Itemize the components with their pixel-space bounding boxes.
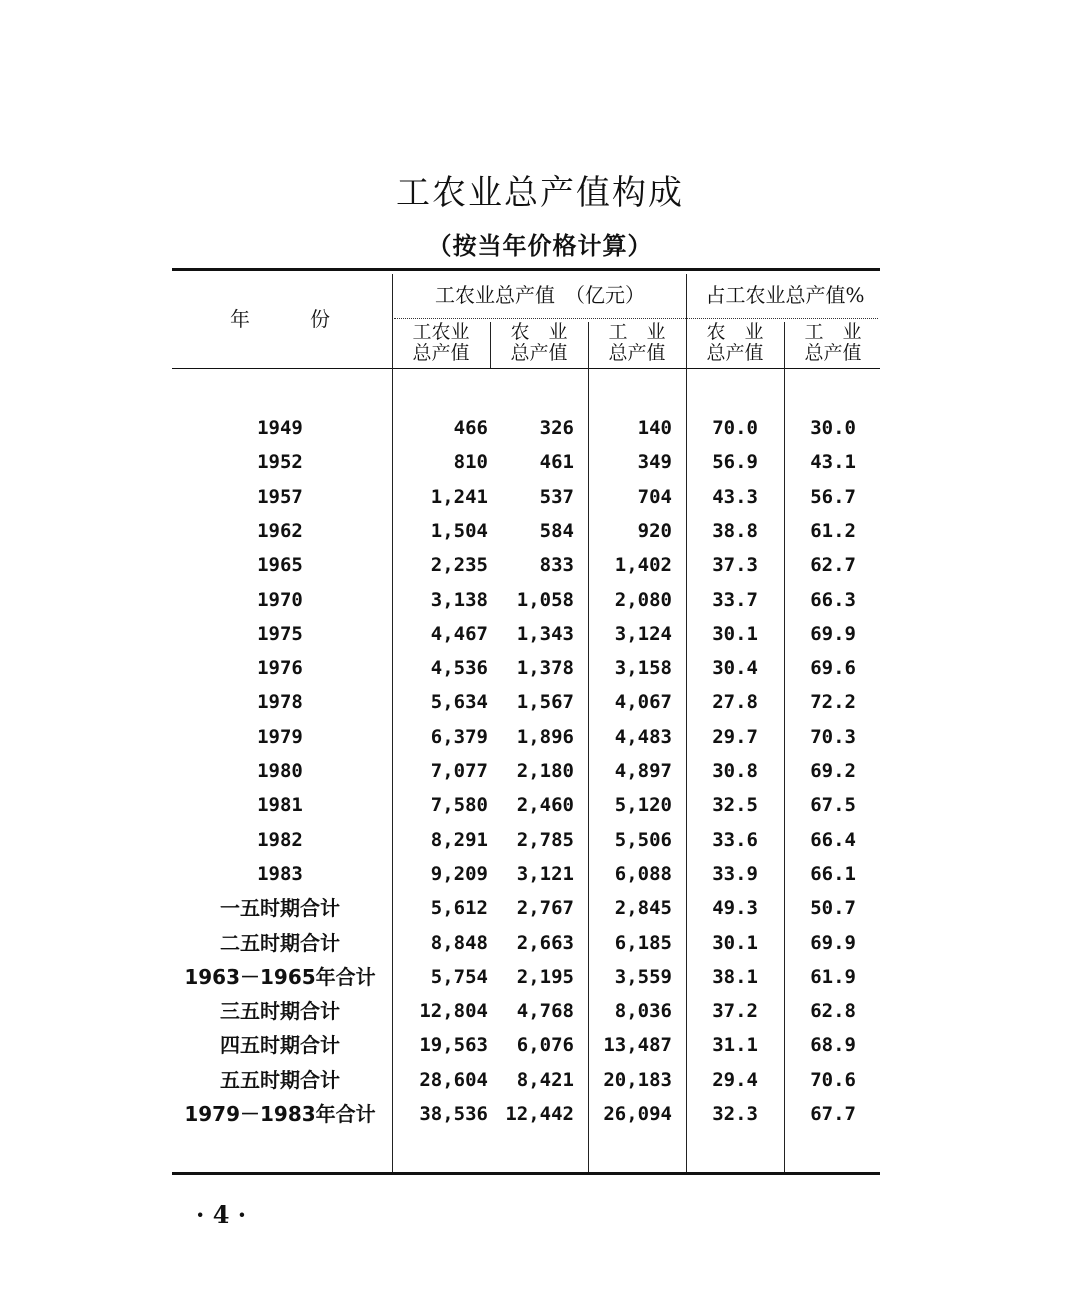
table-row: [172, 1028, 880, 1062]
table-row: [172, 480, 880, 514]
table-row: [172, 1063, 880, 1097]
cell-agri-value: 2,180: [516, 760, 574, 782]
row-label: 1979: [257, 725, 303, 748]
cell-ind-value: 5,120: [614, 794, 672, 817]
row-label: 1957: [257, 485, 303, 508]
header-agri-percent: 农 业 总产值: [706, 321, 764, 364]
cell-ind-value: 4,897: [614, 760, 672, 782]
table-row: [172, 445, 880, 479]
cell-agri-percent: 70.0: [712, 417, 758, 439]
cell-agri-percent: 29.7: [712, 725, 758, 748]
cell-total-value: 7,077: [430, 760, 488, 782]
cell-agri-percent: 37.3: [712, 554, 758, 577]
cell-ind-percent: 56.7: [810, 485, 856, 508]
cell-ind-percent: 50.7: [810, 897, 856, 920]
cell-ind-percent: 66.1: [810, 862, 856, 885]
cell-total-value: 1,504: [430, 519, 488, 542]
row-label: 三五时期合计: [220, 999, 340, 1024]
row-label: 一五时期合计: [220, 896, 340, 921]
row-label: 1963－1965年合计: [184, 964, 376, 989]
cell-agri-value: 1,343: [516, 622, 574, 645]
cell-total-value: 7,580: [430, 794, 488, 817]
cell-agri-percent: 31.1: [712, 1034, 758, 1057]
cell-agri-percent: 56.9: [712, 451, 758, 474]
cell-agri-percent: 27.8: [712, 691, 758, 714]
table-row: [172, 583, 880, 617]
cell-total-value: 8,848: [430, 931, 488, 954]
cell-total-value: 6,379: [430, 725, 488, 748]
cell-total-value: 4,467: [430, 622, 488, 645]
table-row: [172, 960, 880, 994]
cell-agri-value: 1,896: [516, 725, 574, 748]
cell-agri-percent: 30.1: [712, 931, 758, 954]
cell-agri-value: 833: [539, 554, 574, 577]
row-label: 1976: [257, 657, 303, 680]
header-agri-value: 农 业 总产值: [510, 321, 568, 364]
table-row: [172, 548, 880, 582]
table-row: [172, 994, 880, 1028]
cell-ind-percent: 72.2: [810, 691, 856, 714]
cell-total-value: 28,604: [419, 1068, 488, 1091]
cell-ind-value: 3,158: [614, 657, 672, 680]
cell-agri-value: 1,058: [516, 588, 574, 611]
header-group-value: 工农业总产值 （亿元）: [435, 283, 645, 307]
row-label: 1979－1983年合计: [184, 1102, 376, 1126]
table-header-rule: [172, 368, 880, 369]
row-label: 1981: [257, 794, 303, 817]
table-row: [172, 685, 880, 719]
cell-ind-value: 2,080: [614, 588, 672, 611]
table-bottom-rule: [172, 1172, 880, 1175]
table-row: [172, 411, 880, 445]
column-divider: [490, 322, 491, 368]
table-row: [172, 617, 880, 651]
cell-total-value: 1,241: [430, 485, 488, 508]
cell-ind-value: 3,124: [614, 622, 672, 645]
cell-agri-value: 1,567: [516, 691, 574, 714]
cell-ind-percent: 62.8: [810, 1000, 856, 1023]
header-ind-percent: 工 业 总产值: [804, 321, 862, 364]
cell-ind-percent: 66.4: [810, 828, 856, 851]
cell-ind-value: 8,036: [614, 1000, 672, 1023]
row-label: 1978: [257, 691, 303, 714]
row-label: 1975: [257, 622, 303, 645]
cell-ind-percent: 68.9: [810, 1034, 856, 1057]
cell-ind-value: 920: [637, 519, 672, 542]
cell-agri-value: 3,121: [516, 862, 574, 885]
cell-total-value: 5,754: [430, 965, 488, 988]
cell-ind-value: 26,094: [603, 1103, 672, 1125]
data-table: [172, 268, 880, 1178]
row-label: 1970: [257, 588, 303, 611]
cell-agri-value: 2,663: [516, 931, 574, 954]
cell-ind-percent: 62.7: [810, 554, 856, 577]
cell-agri-percent: 33.7: [712, 588, 758, 611]
cell-agri-value: 6,076: [516, 1034, 574, 1057]
row-label: 1983: [257, 862, 303, 885]
cell-agri-percent: 32.3: [712, 1103, 758, 1125]
cell-agri-value: 2,785: [516, 828, 574, 851]
cell-total-value: 5,612: [430, 897, 488, 920]
table-row: [172, 720, 880, 754]
cell-ind-value: 5,506: [614, 828, 672, 851]
cell-ind-percent: 70.3: [810, 725, 856, 748]
cell-agri-value: 326: [539, 417, 574, 439]
cell-agri-percent: 33.6: [712, 828, 758, 851]
table-row: [172, 754, 880, 788]
cell-total-value: 5,634: [430, 691, 488, 714]
header-total-value: 工农业 总产值: [412, 321, 470, 364]
row-label: 1982: [257, 828, 303, 851]
cell-agri-percent: 38.8: [712, 519, 758, 542]
cell-ind-percent: 66.3: [810, 588, 856, 611]
row-label: 四五时期合计: [220, 1033, 340, 1058]
cell-ind-value: 6,088: [614, 862, 672, 885]
cell-ind-percent: 30.0: [810, 417, 856, 439]
cell-agri-value: 8,421: [516, 1068, 574, 1091]
cell-ind-value: 2,845: [614, 897, 672, 920]
cell-total-value: 3,138: [430, 588, 488, 611]
cell-agri-percent: 49.3: [712, 897, 758, 920]
cell-agri-value: 2,767: [516, 897, 574, 920]
cell-total-value: 4,536: [430, 657, 488, 680]
table-row: [172, 891, 880, 925]
row-label: 五五时期合计: [220, 1067, 340, 1092]
table-row: [172, 823, 880, 857]
header-group-rule: [394, 318, 878, 319]
cell-agri-value: 4,768: [516, 1000, 574, 1023]
cell-ind-value: 6,185: [614, 931, 672, 954]
table-top-rule: [172, 268, 880, 271]
cell-agri-value: 12,442: [505, 1103, 574, 1125]
page-number: · 4 ·: [196, 1200, 247, 1229]
cell-ind-percent: 69.2: [810, 760, 856, 782]
cell-ind-percent: 69.9: [810, 931, 856, 954]
page-title: 工农业总产值构成: [396, 173, 684, 213]
cell-ind-percent: 61.9: [810, 965, 856, 988]
cell-ind-value: 704: [637, 485, 672, 508]
cell-total-value: 19,563: [419, 1034, 488, 1057]
cell-ind-value: 3,559: [614, 965, 672, 988]
table-row: [172, 788, 880, 822]
row-label: 1952: [257, 451, 303, 474]
cell-agri-percent: 38.1: [712, 965, 758, 988]
cell-ind-value: 20,183: [603, 1068, 672, 1091]
cell-agri-percent: 30.4: [712, 657, 758, 680]
cell-agri-value: 1,378: [516, 657, 574, 680]
cell-agri-value: 2,460: [516, 794, 574, 817]
header-group-percent: 占工农业总产值%: [705, 283, 865, 307]
cell-ind-percent: 61.2: [810, 519, 856, 542]
cell-total-value: 38,536: [419, 1103, 488, 1125]
cell-agri-value: 461: [539, 451, 574, 474]
cell-total-value: 9,209: [430, 862, 488, 885]
cell-agri-percent: 29.4: [712, 1068, 758, 1091]
cell-total-value: 12,804: [419, 1000, 488, 1023]
page-subtitle: （按当年价格计算）: [427, 231, 653, 260]
cell-ind-value: 349: [637, 451, 672, 474]
cell-ind-percent: 67.7: [810, 1103, 856, 1125]
cell-agri-percent: 32.5: [712, 794, 758, 817]
cell-ind-value: 4,483: [614, 725, 672, 748]
cell-ind-value: 140: [637, 417, 672, 439]
table-row: [172, 1097, 880, 1131]
table-row: [172, 857, 880, 891]
cell-ind-percent: 43.1: [810, 451, 856, 474]
header-year: 年 份: [230, 307, 330, 331]
row-label: 1962: [257, 519, 303, 542]
cell-agri-percent: 37.2: [712, 1000, 758, 1023]
row-label: 二五时期合计: [220, 930, 340, 955]
cell-ind-value: 13,487: [603, 1034, 672, 1057]
cell-total-value: 810: [453, 451, 488, 474]
row-label: 1980: [257, 760, 303, 782]
cell-ind-percent: 67.5: [810, 794, 856, 817]
cell-ind-percent: 69.6: [810, 657, 856, 680]
cell-total-value: 2,235: [430, 554, 488, 577]
cell-agri-percent: 43.3: [712, 485, 758, 508]
cell-ind-value: 1,402: [614, 554, 672, 577]
cell-agri-value: 584: [539, 519, 574, 542]
cell-total-value: 466: [453, 417, 488, 439]
table-row: [172, 926, 880, 960]
cell-agri-percent: 30.8: [712, 760, 758, 782]
cell-agri-value: 537: [539, 485, 574, 508]
cell-ind-percent: 70.6: [810, 1068, 856, 1091]
row-label: 1949: [257, 417, 303, 439]
cell-total-value: 8,291: [430, 828, 488, 851]
cell-ind-percent: 69.9: [810, 622, 856, 645]
cell-agri-value: 2,195: [516, 965, 574, 988]
cell-ind-value: 4,067: [614, 691, 672, 714]
table-row: [172, 514, 880, 548]
cell-agri-percent: 33.9: [712, 862, 758, 885]
table-row: [172, 651, 880, 685]
row-label: 1965: [257, 554, 303, 577]
header-ind-value: 工 业 总产值: [608, 321, 666, 364]
cell-agri-percent: 30.1: [712, 622, 758, 645]
